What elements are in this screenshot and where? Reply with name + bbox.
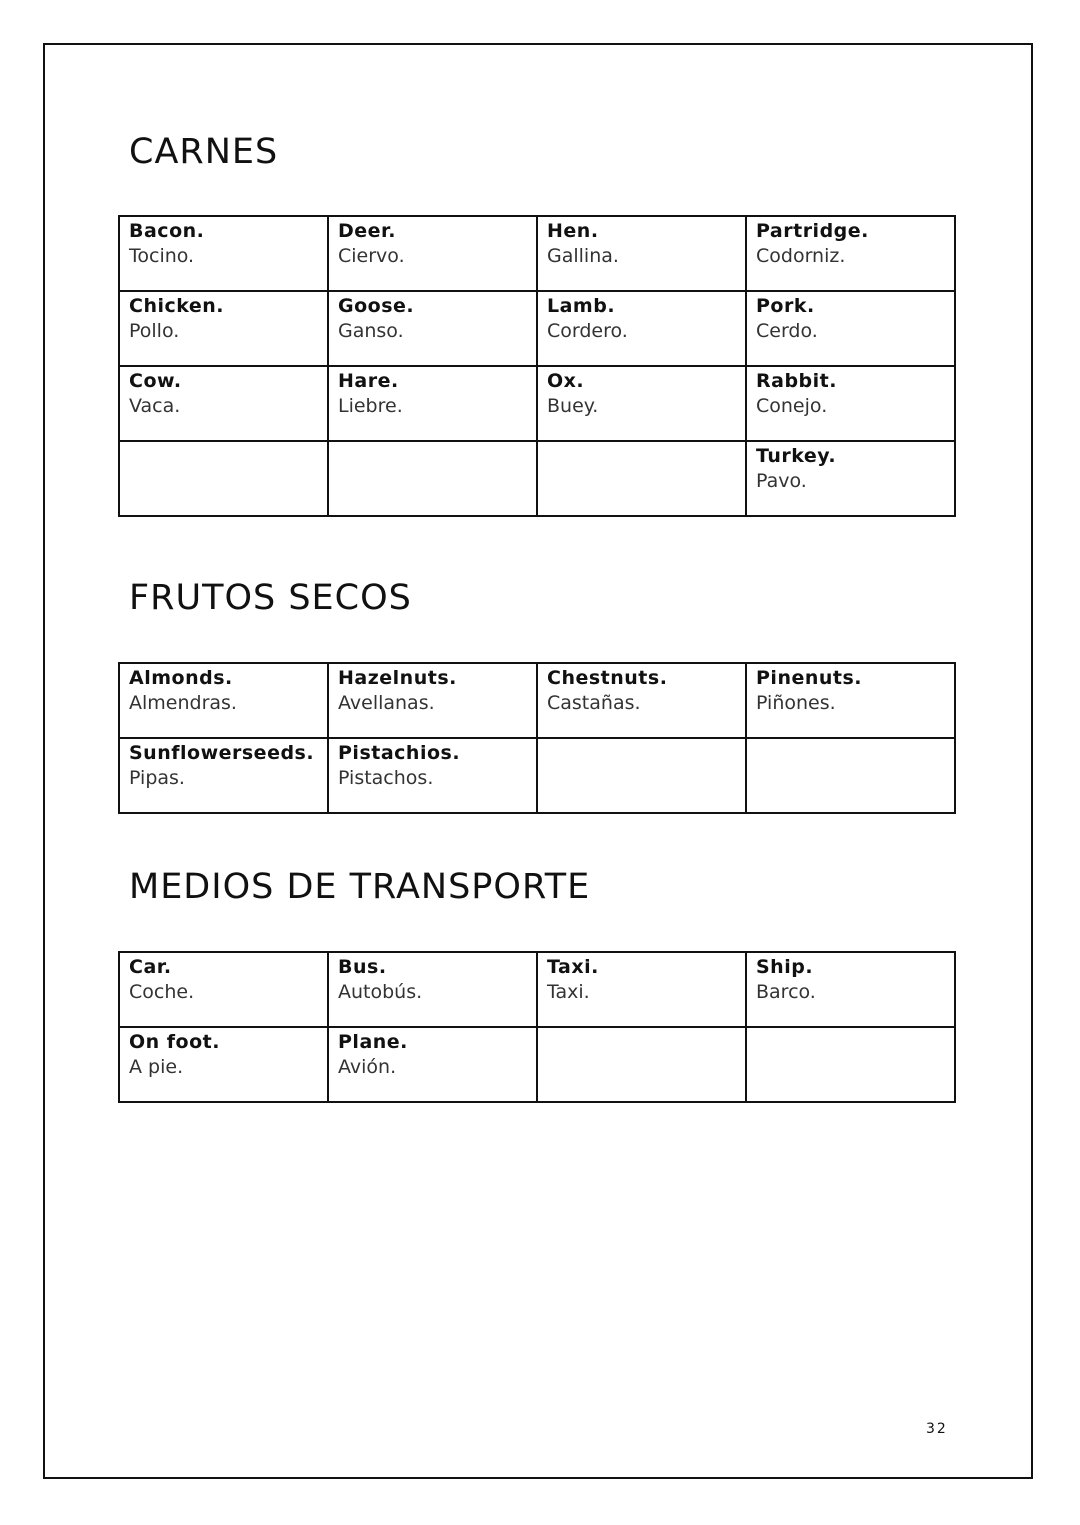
term-english: Bus. <box>338 956 387 978</box>
table-row <box>119 1027 955 1102</box>
vocab-cell <box>328 663 537 738</box>
vocab-cell <box>537 366 746 441</box>
vocab-table-carnes <box>118 215 956 517</box>
table-row <box>119 216 955 291</box>
section-title-medios-de-transporte: MEDIOS DE TRANSPORTE <box>129 867 591 907</box>
vocab-cell <box>328 216 537 291</box>
vocab-cell <box>119 952 328 1027</box>
table-row <box>119 952 955 1027</box>
term-spanish: Pavo. <box>756 470 807 492</box>
term-english: Sunflowerseeds. <box>129 742 315 764</box>
term-english: Rabbit. <box>756 370 837 392</box>
term-spanish: Conejo. <box>756 395 828 417</box>
term-spanish: Cerdo. <box>756 320 818 342</box>
vocab-cell <box>328 952 537 1027</box>
term-spanish: Buey. <box>547 395 599 417</box>
term-english: On foot. <box>129 1031 220 1053</box>
term-english: Car. <box>129 956 172 978</box>
term-spanish: Tocino. <box>129 245 195 267</box>
term-spanish: Piñones. <box>756 692 836 714</box>
section-title-carnes: CARNES <box>129 132 279 172</box>
term-spanish: Vaca. <box>129 395 181 417</box>
term-english: Turkey. <box>756 445 837 467</box>
vocab-cell <box>537 952 746 1027</box>
vocab-cell <box>119 216 328 291</box>
table-row <box>119 291 955 366</box>
table-row <box>119 738 955 813</box>
term-english: Plane. <box>338 1031 408 1053</box>
term-spanish: Liebre. <box>338 395 403 417</box>
term-english: Chestnuts. <box>547 667 668 689</box>
vocab-cell <box>746 441 955 516</box>
vocab-cell <box>537 216 746 291</box>
term-spanish: Castañas. <box>547 692 641 714</box>
vocab-cell <box>328 738 537 813</box>
term-spanish: Barco. <box>756 981 816 1003</box>
term-spanish: Cordero. <box>547 320 628 342</box>
term-spanish: Pollo. <box>129 320 180 342</box>
vocab-cell-empty <box>537 1027 746 1102</box>
vocab-cell <box>119 1027 328 1102</box>
vocab-cell <box>746 216 955 291</box>
term-spanish: Avión. <box>338 1056 397 1078</box>
term-spanish: A pie. <box>129 1056 184 1078</box>
vocab-cell <box>119 291 328 366</box>
term-spanish: Pistachos. <box>338 767 434 789</box>
vocab-cell <box>537 291 746 366</box>
vocab-table-frutos-secos <box>118 662 956 814</box>
vocab-cell <box>746 291 955 366</box>
vocab-cell-empty <box>328 441 537 516</box>
term-english: Deer. <box>338 220 396 242</box>
term-english: Ship. <box>756 956 814 978</box>
vocab-cell <box>119 366 328 441</box>
term-spanish: Almendras. <box>129 692 237 714</box>
table-row <box>119 441 955 516</box>
vocab-cell-empty <box>746 738 955 813</box>
vocab-cell <box>328 366 537 441</box>
vocab-cell <box>746 952 955 1027</box>
vocab-cell-empty <box>746 1027 955 1102</box>
term-english: Pistachios. <box>338 742 461 764</box>
table-row <box>119 366 955 441</box>
term-spanish: Autobús. <box>338 981 423 1003</box>
vocab-cell-empty <box>537 441 746 516</box>
page-number: 32 <box>926 1421 948 1437</box>
term-english: Taxi. <box>547 956 599 978</box>
term-spanish: Coche. <box>129 981 195 1003</box>
term-english: Hen. <box>547 220 599 242</box>
section-title-frutos-secos: FRUTOS SECOS <box>129 578 412 618</box>
term-spanish: Ciervo. <box>338 245 405 267</box>
term-spanish: Pipas. <box>129 767 185 789</box>
term-english: Hazelnuts. <box>338 667 457 689</box>
term-spanish: Ganso. <box>338 320 404 342</box>
term-spanish: Taxi. <box>547 981 590 1003</box>
vocab-cell <box>328 291 537 366</box>
term-english: Bacon. <box>129 220 205 242</box>
term-english: Hare. <box>338 370 399 392</box>
vocab-cell-empty <box>119 441 328 516</box>
term-spanish: Avellanas. <box>338 692 435 714</box>
term-english: Almonds. <box>129 667 233 689</box>
term-spanish: Gallina. <box>547 245 619 267</box>
term-spanish: Codorniz. <box>756 245 846 267</box>
term-english: Partridge. <box>756 220 869 242</box>
vocab-cell <box>746 366 955 441</box>
vocab-cell <box>119 738 328 813</box>
term-english: Cow. <box>129 370 182 392</box>
term-english: Pork. <box>756 295 815 317</box>
term-english: Ox. <box>547 370 585 392</box>
vocab-cell <box>119 663 328 738</box>
term-english: Goose. <box>338 295 415 317</box>
vocab-cell <box>328 1027 537 1102</box>
vocab-cell-empty <box>537 738 746 813</box>
term-english: Chicken. <box>129 295 225 317</box>
term-english: Pinenuts. <box>756 667 863 689</box>
vocab-cell <box>746 663 955 738</box>
table-row <box>119 663 955 738</box>
vocab-table-transporte <box>118 951 956 1103</box>
term-english: Lamb. <box>547 295 616 317</box>
vocab-cell <box>537 663 746 738</box>
